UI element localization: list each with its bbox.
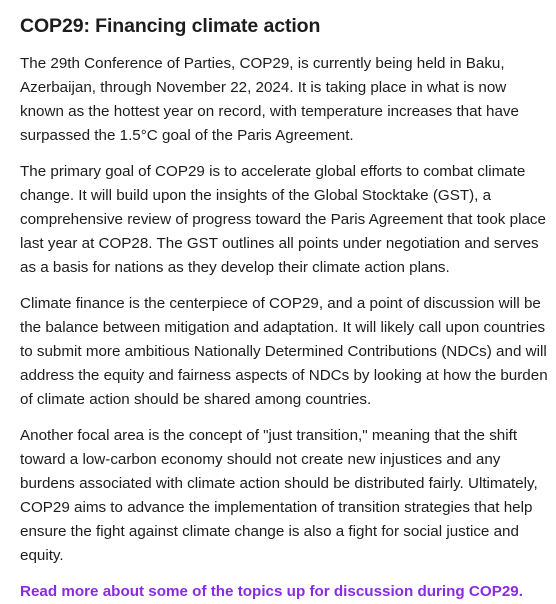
paragraph-just-transition: Another focal area is the concept of "just transition," meaning that the shift toward a low-carbon economy should not create new injustices and any burdens associated with climate action should be distributed fairly. Ultimately, COP29 aims to advance the implementation of transition strategies that help ensure the fight against climate change is also a fight for social justice and equity. xyxy=(20,427,538,564)
read-more-link[interactable]: Read more about some of the topics up for discussion during COP29. xyxy=(20,583,523,600)
paragraph-climate-finance: Climate finance is the centerpiece of COP29, and a point of discussion will be the balance between mitigation and adaptation. It will likely call upon countries to submit more ambitious Nationally Determined Contributions (NDCs) and will address the equity and fairness aspects of NDCs by looking at how the burden of climate action should be shared among countries. xyxy=(20,295,548,408)
article-title: COP29: Financing climate action xyxy=(20,15,321,37)
paragraph-primary-goal: The primary goal of COP29 is to accelerate global efforts to combat climate change. It will build upon the insights of the Global Stocktake (GST), a comprehensive review of progress toward the Paris Agreement that took place last year at COP28. The GST outlines all points under negotiation and serves as a basis for nations as they develop their climate action plans. xyxy=(20,163,546,276)
paragraph-intro: The 29th Conference of Parties, COP29, is currently being held in Baku, Azerbaijan, through November 22, 2024. It is taking place in what is now known as the hottest year on record, with temperature increases that have surpassed the 1.5°C goal of the Paris Agreement. xyxy=(20,55,519,144)
